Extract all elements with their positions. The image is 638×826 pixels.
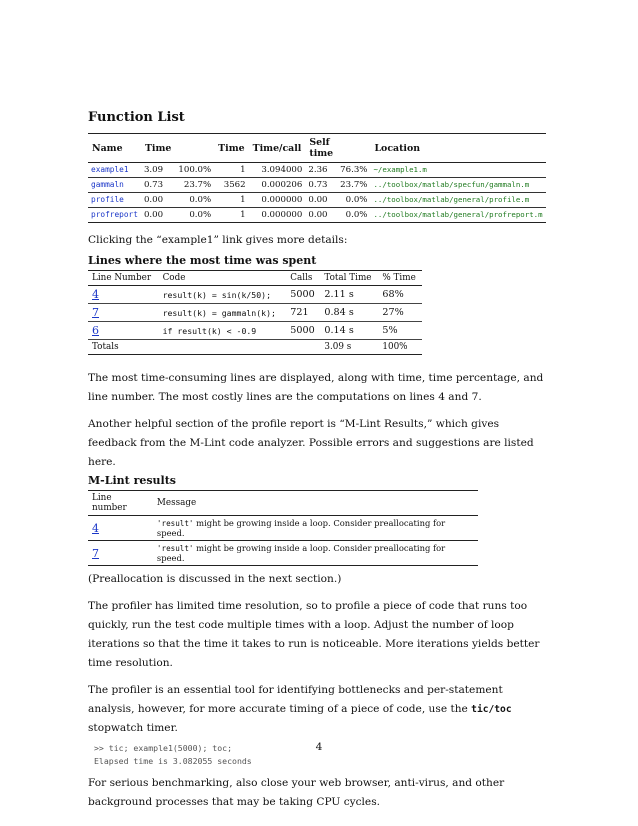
col-self-time: Self time <box>305 134 337 163</box>
self-time-cell: 0.73 <box>305 178 337 193</box>
time-cell: 3.09 <box>141 163 175 178</box>
tictoc-paragraph <box>88 681 544 738</box>
message-cell <box>153 516 478 541</box>
calls-cell: 5000 <box>286 322 320 340</box>
col-code: Code <box>159 271 287 286</box>
function-link[interactable]: example1 <box>91 165 129 174</box>
col-calls: Calls <box>286 271 320 286</box>
page-number: 4 <box>315 741 323 753</box>
preallocation-paragraph: (Preallocation is discussed in the next section.) <box>88 573 342 585</box>
total-time-cell: 0.14 s <box>320 322 378 340</box>
self-time-cell: 0.00 <box>305 193 337 208</box>
col-line-number: Line Number <box>88 271 159 286</box>
location-link[interactable]: ~/example1.m <box>373 165 427 174</box>
calls-cell: 721 <box>286 304 320 322</box>
col-total-time: Total Time <box>320 271 378 286</box>
time-call-cell: 3.094000 <box>249 163 306 178</box>
mlint-intro-paragraph: Another helpful section of the profile report is “M-Lint Results,” which gives feedback from the M-Lint code analyzer. Possible errors and suggestions are listed here. <box>88 418 534 468</box>
variable-name: 'result' <box>156 544 194 553</box>
table-row <box>88 304 422 322</box>
col-calls: Time <box>214 134 248 163</box>
code-cell: result(k) = gammaln(k); <box>159 304 287 322</box>
benchmark-paragraph: For serious benchmarking, also close your web browser, anti-virus, and other background processes that may be taking CPU cycles. <box>88 777 505 808</box>
time-consuming-paragraph: The most time-consuming lines are displayed, along with time, time percentage, and line number. The most costly lines are the computations on lines 4 and 7. <box>88 372 544 403</box>
location-link[interactable]: ../toolbox/matlab/specfun/gammaln.m <box>373 180 530 189</box>
time-pct-cell: 100.0% <box>175 163 214 178</box>
time-pct-cell: 0.0% <box>175 193 214 208</box>
self-pct-cell: 76.3% <box>337 163 370 178</box>
time-call-cell: 0.000000 <box>249 208 306 223</box>
time-cell: 0.73 <box>141 178 175 193</box>
function-list-table <box>88 133 546 223</box>
total-time-cell: 0.84 s <box>320 304 378 322</box>
totals-time: 3.09 s <box>320 340 378 355</box>
col-self-pct <box>337 134 370 163</box>
calls-cell: 1 <box>214 208 248 223</box>
totals-label: Totals <box>88 340 159 355</box>
lines-where-table <box>88 270 422 355</box>
pct-time-cell: 5% <box>378 322 422 340</box>
col-time-pct <box>175 134 214 163</box>
self-pct-cell: 0.0% <box>337 208 370 223</box>
mlint-table <box>88 490 478 566</box>
calls-cell: 3562 <box>214 178 248 193</box>
table-row <box>88 516 478 541</box>
mlint-header-row <box>88 491 478 516</box>
table-row <box>88 208 546 223</box>
tictoc-text-a: The profiler is an essential tool for identifying bottlenecks and per-statement analysis, however, for more accurate timing of a piece of code, use the <box>88 684 503 715</box>
code-output-line: Elapsed time is 3.082055 seconds <box>94 756 252 766</box>
time-call-cell: 0.000206 <box>249 178 306 193</box>
time-cell: 0.00 <box>141 208 175 223</box>
function-link[interactable]: profile <box>91 195 124 204</box>
pct-time-cell: 68% <box>378 286 422 304</box>
code-line: >> tic; example1(5000); toc; <box>94 743 233 753</box>
line-number-link[interactable]: 4 <box>92 521 99 535</box>
table-row <box>88 541 478 566</box>
time-cell: 0.00 <box>141 193 175 208</box>
function-link[interactable]: profreport <box>91 210 138 219</box>
function-link[interactable]: gammaln <box>91 180 124 189</box>
table-row <box>88 178 546 193</box>
self-time-cell: 0.00 <box>305 208 337 223</box>
message-cell <box>153 541 478 566</box>
pct-time-cell: 27% <box>378 304 422 322</box>
location-link[interactable]: ../toolbox/matlab/general/profreport.m <box>373 210 543 219</box>
table-row <box>88 193 546 208</box>
tictoc-text-b: stopwatch timer. <box>88 722 178 734</box>
self-pct-cell: 0.0% <box>337 193 370 208</box>
calls-cell: 1 <box>214 193 248 208</box>
time-pct-cell: 23.7% <box>175 178 214 193</box>
self-time-cell: 2.36 <box>305 163 337 178</box>
totals-pct: 100% <box>378 340 422 355</box>
time-pct-cell: 0.0% <box>175 208 214 223</box>
table-row <box>88 322 422 340</box>
code-cell: result(k) = sin(k/50); <box>159 286 287 304</box>
self-pct-cell: 23.7% <box>337 178 370 193</box>
calls-cell: 1 <box>214 163 248 178</box>
line-number-link[interactable]: 6 <box>92 324 99 337</box>
col-time-call: Time/call <box>249 134 306 163</box>
col-name: Name <box>88 134 141 163</box>
click-details-paragraph: Clicking the “example1” link gives more details: <box>88 234 348 246</box>
time-call-cell: 0.000000 <box>249 193 306 208</box>
page-content <box>88 110 544 812</box>
col-message: Message <box>153 491 478 516</box>
code-cell: if result(k) < -0.9 <box>159 322 287 340</box>
tictoc-code: tic/toc <box>471 704 512 715</box>
col-line-number: Line number <box>88 491 153 516</box>
message-text: might be growing inside a loop. Consider preallocating for speed. <box>156 518 446 538</box>
variable-name: 'result' <box>156 519 194 528</box>
resolution-paragraph: The profiler has limited time resolution, so to profile a piece of code that runs too quickly, run the test code multiple times with a loop. Adjust the number of loop iterations so that the time it takes to run is noticeable. More iterations yields better time resolution. <box>88 600 540 669</box>
col-pct-time: % Time <box>378 271 422 286</box>
col-time: Time <box>141 134 175 163</box>
lines-where-header-row <box>88 271 422 286</box>
mlint-title: M-Lint results <box>88 474 176 487</box>
totals-row <box>88 340 422 355</box>
table-row <box>88 163 546 178</box>
col-location: Location <box>370 134 545 163</box>
line-number-link[interactable]: 7 <box>92 306 99 319</box>
calls-cell: 5000 <box>286 286 320 304</box>
message-text: might be growing inside a loop. Consider preallocating for speed. <box>156 543 446 563</box>
table-row <box>88 286 422 304</box>
location-link[interactable]: ../toolbox/matlab/general/profile.m <box>373 195 530 204</box>
line-number-link[interactable]: 7 <box>92 546 99 560</box>
total-time-cell: 2.11 s <box>320 286 378 304</box>
function-list-header-row <box>88 134 546 163</box>
function-list-title: Function List <box>88 110 185 125</box>
lines-where-title: Lines where the most time was spent <box>88 254 317 267</box>
line-number-link[interactable]: 4 <box>92 288 99 301</box>
